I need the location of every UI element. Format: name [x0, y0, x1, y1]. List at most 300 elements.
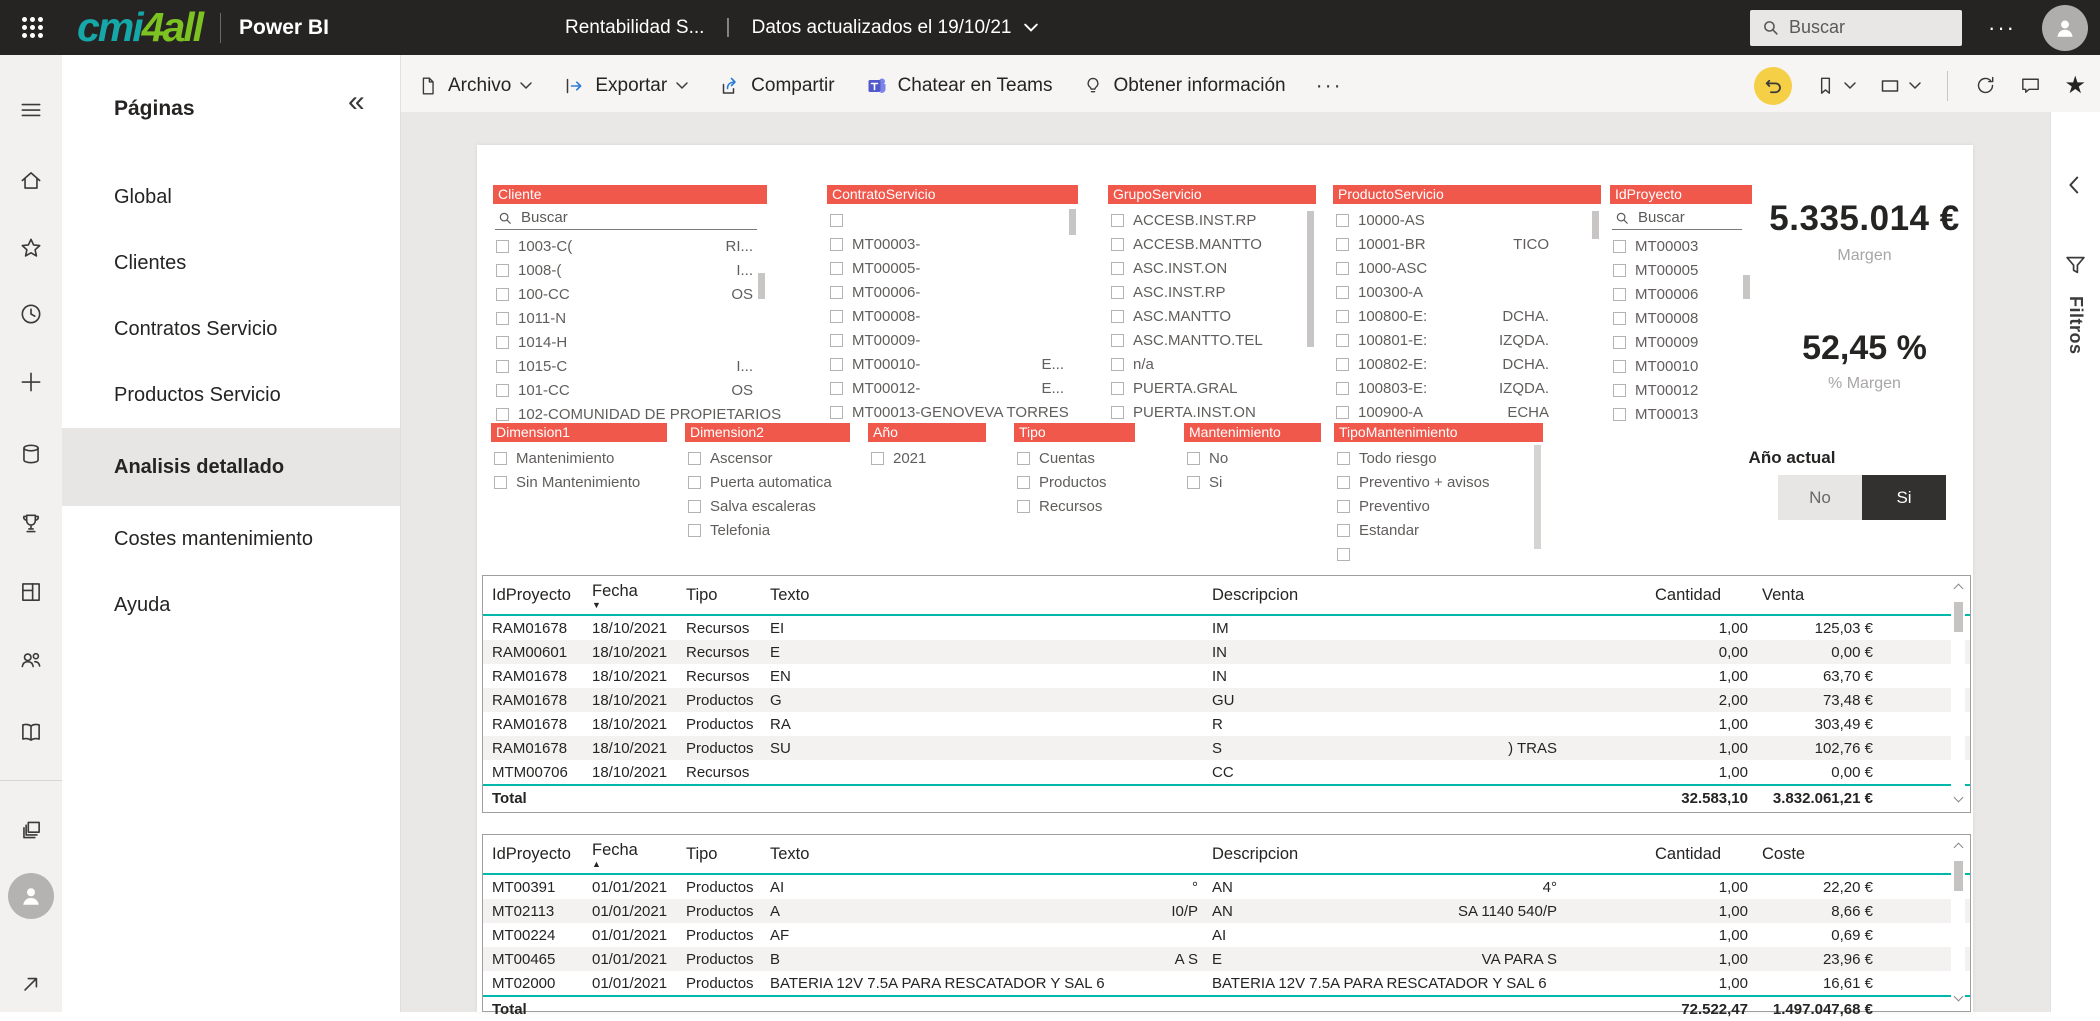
col-idproyecto[interactable]: IdProyecto — [492, 585, 571, 604]
sidebar-item-ayuda[interactable]: Ayuda — [114, 593, 171, 616]
cell-idproyecto: MTM00706 — [492, 763, 568, 781]
slicer-option[interactable] — [1333, 352, 1601, 376]
cell-idproyecto: MT02000 — [492, 974, 556, 992]
datasets-icon[interactable] — [18, 441, 44, 467]
slicer-option[interactable] — [1334, 494, 1543, 518]
slicer-option[interactable] — [1334, 446, 1543, 470]
cell-importe: 102,76 € — [1814, 739, 1873, 757]
checkbox-icon[interactable] — [1111, 382, 1124, 395]
checkbox-icon[interactable] — [1111, 286, 1124, 299]
col-idproyecto[interactable]: IdProyecto — [492, 844, 571, 863]
total-importe: 3.832.061,21 € — [1772, 789, 1873, 807]
slicer-option[interactable] — [1333, 208, 1601, 232]
option-label: 10000-AS — [1358, 211, 1425, 229]
checkbox-icon[interactable] — [1187, 476, 1200, 489]
slicer-title[interactable]: IdProyecto — [1610, 185, 1752, 204]
option-label: Puerta automatica — [710, 473, 832, 491]
total-label: Total — [492, 789, 527, 807]
checkbox-icon[interactable] — [1336, 286, 1349, 299]
table-row — [483, 664, 1970, 688]
checkbox-icon[interactable] — [1336, 238, 1349, 251]
slicer-option[interactable] — [1108, 352, 1316, 376]
checkbox-icon[interactable] — [688, 452, 701, 465]
slicer-option[interactable] — [1014, 494, 1135, 518]
filters-panel-collapsed — [2050, 112, 2100, 1012]
cell-tipo: Recursos — [686, 619, 750, 637]
table-row — [483, 947, 1970, 971]
slicer-option[interactable] — [1334, 518, 1543, 542]
sort-asc-icon: ▲ — [592, 858, 601, 869]
cell-importe: 0,00 € — [1831, 643, 1873, 661]
person-icon — [2051, 14, 2079, 42]
checkbox-icon[interactable] — [688, 524, 701, 537]
report-title-bar — [565, 0, 1038, 55]
scroll-down-icon[interactable] — [1953, 992, 1963, 1002]
slicer-option[interactable] — [685, 470, 850, 494]
sidebar-item-productos-servicio[interactable]: Productos Servicio — [114, 383, 281, 406]
checkbox-icon[interactable] — [688, 500, 701, 513]
option-label-end: E... — [1041, 355, 1064, 373]
table-costes — [482, 834, 1971, 1018]
checkbox-icon[interactable] — [1111, 310, 1124, 323]
checkbox-icon[interactable] — [1111, 358, 1124, 371]
slicer-option[interactable] — [1610, 330, 1752, 354]
account-avatar[interactable] — [2042, 5, 2088, 51]
checkbox-icon[interactable] — [830, 238, 843, 251]
option-label: Preventivo + avisos — [1359, 473, 1490, 491]
slicer-dimension1 — [491, 423, 667, 553]
divider: | — [725, 16, 731, 38]
favorite-star-icon[interactable]: ★ — [2064, 71, 2086, 99]
slicer-option[interactable] — [1108, 328, 1316, 352]
filters-label: Filtros — [2066, 296, 2086, 355]
slicer-title[interactable]: ContratoServicio — [827, 185, 1078, 204]
slicer-title[interactable]: Tipo — [1014, 423, 1135, 442]
slicer-option[interactable] — [827, 208, 1078, 232]
table-row — [483, 736, 1970, 760]
col-fecha-sorted[interactable]: Fecha ▲ — [592, 840, 638, 869]
cell-texto: AF — [770, 926, 790, 944]
checkbox-icon[interactable] — [494, 452, 507, 465]
option-label: Salva escaleras — [710, 497, 816, 515]
view-rectangle-icon — [1878, 74, 1902, 98]
slicer-option[interactable] — [1108, 208, 1316, 232]
bookmarks-button[interactable] — [1814, 74, 1856, 97]
slicer-option[interactable] — [1333, 328, 1601, 352]
checkbox-icon[interactable] — [1336, 406, 1349, 419]
favorites-star-icon[interactable] — [18, 235, 44, 261]
slicer-option[interactable] — [685, 446, 850, 470]
slicer-search-input[interactable] — [1612, 206, 1742, 230]
cell-fecha: 01/01/2021 — [592, 902, 668, 920]
slicer-tipo — [1014, 423, 1135, 553]
toggle-option-si[interactable]: Si — [1862, 475, 1946, 520]
checkbox-icon[interactable] — [1613, 312, 1626, 325]
option-label: ACCESB.INST.RP — [1133, 211, 1257, 229]
scroll-up-icon[interactable] — [1953, 584, 1963, 594]
checkbox-icon[interactable] — [1111, 238, 1124, 251]
recent-clock-icon[interactable] — [18, 301, 44, 327]
option-label: MT00003 — [1635, 237, 1699, 255]
refresh-button[interactable] — [1974, 74, 1997, 97]
sidebar-item-analisis-detallado[interactable]: Analisis detallado — [62, 428, 400, 506]
slicer-title[interactable]: Dimension1 — [491, 423, 667, 442]
slicer-option[interactable] — [1334, 470, 1543, 494]
option-label: MT00005 — [1635, 261, 1699, 279]
checkbox-icon[interactable] — [496, 336, 509, 349]
option-label-end: I... — [736, 357, 753, 375]
checkbox-icon[interactable] — [496, 384, 509, 397]
checkbox-icon[interactable] — [1336, 334, 1349, 347]
checkbox-icon[interactable] — [830, 406, 843, 419]
slicer-option[interactable] — [1014, 470, 1135, 494]
total-cantidad: 32.583,10 — [1681, 789, 1748, 807]
checkbox-icon[interactable] — [871, 452, 884, 465]
cell-cantidad: 1,00 — [1718, 739, 1748, 757]
exportar-menu[interactable] — [562, 74, 688, 98]
checkbox-icon[interactable] — [1111, 262, 1124, 275]
slicer-option[interactable] — [1333, 232, 1601, 256]
checkbox-icon[interactable] — [496, 288, 509, 301]
comments-button[interactable] — [2019, 74, 2042, 97]
cell-tipo: Productos — [686, 974, 754, 992]
shared-people-icon[interactable] — [18, 647, 44, 673]
checkbox-icon[interactable] — [1187, 452, 1200, 465]
slicer-option[interactable] — [827, 256, 1078, 280]
slicer-option[interactable] — [493, 330, 767, 354]
slicer-option[interactable] — [493, 234, 767, 258]
slicer-option[interactable] — [493, 282, 767, 306]
compartir-label: Compartir — [751, 74, 835, 96]
slicer-option[interactable] — [685, 518, 850, 542]
table-header-row — [483, 835, 1970, 875]
cell-cantidad: 1,00 — [1718, 715, 1748, 733]
sidebar-item-costes-mantenimiento[interactable]: Costes mantenimiento — [114, 527, 313, 550]
report-title[interactable]: Rentabilidad S... — [565, 16, 705, 38]
table-scrollbar[interactable] — [1951, 580, 1965, 808]
slicer-title[interactable]: Mantenimiento — [1184, 423, 1321, 442]
checkbox-icon[interactable] — [1336, 214, 1349, 227]
sidebar-item-clientes[interactable]: Clientes — [114, 251, 187, 274]
option-label: 100802-E: — [1358, 355, 1428, 373]
search-placeholder: Buscar — [1638, 209, 1685, 226]
col-importe[interactable]: Venta — [1762, 585, 1805, 604]
option-label: PUERTA.GRAL — [1133, 379, 1238, 397]
checkbox-icon[interactable] — [1613, 384, 1626, 397]
slicer-option[interactable] — [493, 306, 767, 330]
checkbox-icon[interactable] — [1017, 500, 1030, 513]
archivo-menu[interactable] — [417, 75, 532, 97]
cell-tipo: Productos — [686, 926, 754, 944]
scrollbar-thumb[interactable] — [1743, 275, 1750, 299]
checkbox-icon[interactable] — [1613, 264, 1626, 277]
slicer-options — [1333, 208, 1601, 424]
logo-part-green: 4all — [141, 4, 203, 50]
slicer-option[interactable] — [827, 328, 1078, 352]
sidebar-item-global[interactable]: Global — [114, 185, 172, 208]
scrollbar-thumb[interactable] — [1069, 209, 1076, 235]
slicer-options — [827, 208, 1078, 424]
slicer-option[interactable] — [1333, 376, 1601, 400]
checkbox-icon[interactable] — [496, 264, 509, 277]
slicer-title[interactable]: Año — [868, 423, 986, 442]
slicer-ano — [868, 423, 986, 553]
option-label: MT00003- — [852, 235, 921, 253]
slicer-option[interactable] — [827, 376, 1078, 400]
checkbox-icon[interactable] — [1613, 336, 1626, 349]
checkbox-icon[interactable] — [1337, 524, 1350, 537]
cell-idproyecto: MT00224 — [492, 926, 556, 944]
option-label: 100801-E: — [1358, 331, 1428, 349]
slicer-option[interactable] — [493, 258, 767, 282]
slicer-option[interactable] — [685, 494, 850, 518]
get-insights-button[interactable] — [1082, 75, 1285, 97]
expand-filters-chevron[interactable] — [2067, 175, 2080, 195]
slicer-gruposervicio — [1108, 185, 1316, 421]
checkbox-icon[interactable] — [1336, 358, 1349, 371]
option-label: Recursos — [1039, 497, 1103, 515]
goals-trophy-icon[interactable] — [18, 511, 44, 537]
data-updated-label[interactable]: Datos actualizados el 19/10/21 — [751, 16, 1012, 38]
checkbox-icon[interactable] — [496, 408, 509, 421]
cell-descripcion: CC — [1212, 763, 1234, 781]
slicer-option[interactable] — [1610, 282, 1752, 306]
checkbox-icon[interactable] — [496, 312, 509, 325]
ano-actual-toggle — [1778, 475, 1946, 520]
checkbox-icon[interactable] — [830, 286, 843, 299]
table-header-row — [483, 576, 1970, 616]
create-plus-icon[interactable] — [18, 369, 44, 395]
slicer-title[interactable]: ProductoServicio — [1333, 185, 1601, 204]
hamburger-menu-icon[interactable] — [18, 97, 44, 123]
rail-profile-avatar[interactable] — [8, 873, 54, 919]
scrollbar-thumb[interactable] — [1954, 602, 1963, 632]
cell-fecha: 18/10/2021 — [592, 763, 668, 781]
slicer-option[interactable] — [1333, 304, 1601, 328]
option-label: Telefonia — [710, 521, 771, 539]
slicer-option[interactable] — [1610, 258, 1752, 282]
more-options-button[interactable]: ··· — [1988, 14, 2016, 40]
checkbox-icon[interactable] — [1111, 334, 1124, 347]
slicer-option[interactable] — [1333, 280, 1601, 304]
col-cantidad[interactable]: Cantidad — [1655, 844, 1722, 863]
slicer-contratoservicio — [827, 185, 1078, 421]
checkbox-icon[interactable] — [1336, 310, 1349, 323]
option-label-end: OS — [731, 381, 753, 399]
filter-funnel-icon[interactable] — [2062, 252, 2089, 279]
cell-cantidad: 2,00 — [1718, 691, 1748, 709]
chevron-down-icon[interactable] — [1024, 23, 1038, 32]
chevron-down-icon — [1909, 82, 1921, 89]
cell-importe: 63,70 € — [1822, 667, 1873, 685]
table-total-row — [483, 784, 1970, 810]
checkbox-icon[interactable] — [1336, 262, 1349, 275]
scroll-up-icon[interactable] — [1953, 843, 1963, 853]
col-cantidad[interactable]: Cantidad — [1655, 585, 1722, 604]
slicer-option[interactable] — [1108, 280, 1316, 304]
slicer-option[interactable] — [493, 378, 767, 402]
option-label: Productos — [1039, 473, 1107, 491]
global-search-input[interactable] — [1750, 10, 1962, 46]
col-importe[interactable]: Coste — [1762, 844, 1806, 863]
scroll-down-icon[interactable] — [1953, 793, 1963, 803]
waffle-menu-icon[interactable] — [22, 17, 43, 38]
col-fecha-sorted[interactable]: Fecha ▼ — [592, 581, 638, 610]
slicer-option[interactable] — [1108, 304, 1316, 328]
col-descripcion[interactable]: Descripcion — [1212, 585, 1299, 604]
col-texto[interactable]: Texto — [770, 585, 810, 604]
slicer-option[interactable] — [1610, 306, 1752, 330]
option-label: MT00006- — [852, 283, 921, 301]
scrollbar-thumb[interactable] — [1592, 211, 1599, 239]
checkbox-icon[interactable] — [830, 262, 843, 275]
slicer-options — [493, 234, 782, 426]
slicer-option[interactable] — [827, 304, 1078, 328]
slicer-option[interactable] — [1610, 402, 1752, 426]
checkbox-icon[interactable] — [1337, 452, 1350, 465]
checkbox-icon[interactable] — [496, 240, 509, 253]
slicer-option[interactable] — [1184, 470, 1321, 494]
col-tipo[interactable]: Tipo — [686, 585, 718, 604]
option-label: 100-CC — [518, 285, 570, 303]
slicer-option[interactable] — [1108, 400, 1316, 424]
col-tipo[interactable]: Tipo — [686, 844, 718, 863]
slicer-option[interactable] — [868, 446, 986, 470]
external-link-icon[interactable] — [18, 971, 44, 997]
option-label: MT00009 — [1635, 333, 1699, 351]
slicer-option[interactable] — [827, 280, 1078, 304]
checkbox-icon[interactable] — [830, 214, 843, 227]
toggle-option-no[interactable]: No — [1778, 475, 1862, 520]
checkbox-icon[interactable] — [830, 358, 843, 371]
compartir-button[interactable] — [718, 74, 834, 98]
slicer-option[interactable] — [827, 352, 1078, 376]
report-page — [477, 145, 1973, 1018]
toolbar-more-button[interactable]: ··· — [1315, 73, 1343, 97]
pages-sidebar — [62, 55, 400, 1012]
slicer-mantenimiento — [1184, 423, 1321, 553]
cell-cantidad: 1,00 — [1718, 950, 1748, 968]
slicer-title[interactable]: TipoMantenimiento — [1334, 423, 1543, 442]
slicer-option[interactable] — [1610, 378, 1752, 402]
checkbox-icon[interactable] — [1111, 406, 1124, 419]
slicer-title[interactable]: GrupoServicio — [1108, 185, 1316, 204]
table-scrollbar[interactable] — [1951, 839, 1965, 1007]
slicer-option[interactable] — [827, 232, 1078, 256]
col-texto[interactable]: Texto — [770, 844, 810, 863]
pct-margen-value: 52,45 % — [1802, 329, 1927, 367]
view-mode-button[interactable] — [1878, 74, 1921, 98]
option-label-end: TICO — [1513, 235, 1549, 253]
slicer-option[interactable] — [1108, 376, 1316, 400]
cell-tipo: Productos — [686, 715, 754, 733]
option-label: 101-CC — [518, 381, 570, 399]
checkbox-icon[interactable] — [496, 360, 509, 373]
checkbox-icon[interactable] — [1336, 382, 1349, 395]
reset-filters-button[interactable] — [1754, 67, 1792, 105]
checkbox-icon[interactable] — [1337, 548, 1350, 561]
slicer-option[interactable] — [1108, 256, 1316, 280]
slicer-option[interactable] — [1333, 400, 1601, 424]
learn-book-icon[interactable] — [18, 719, 44, 745]
cell-cantidad: 1,00 — [1718, 619, 1748, 637]
checkbox-icon[interactable] — [1613, 408, 1626, 421]
cell-importe: 22,20 € — [1822, 878, 1873, 896]
slicer-option[interactable] — [491, 446, 667, 470]
scrollbar-thumb[interactable] — [758, 273, 765, 299]
cell-fecha: 01/01/2021 — [592, 950, 668, 968]
margen-label: Margen — [1837, 247, 1892, 264]
checkbox-icon[interactable] — [688, 476, 701, 489]
slicer-option[interactable] — [1333, 256, 1601, 280]
slicer-option[interactable] — [827, 400, 1078, 424]
slicer-option[interactable] — [491, 470, 667, 494]
checkbox-icon[interactable] — [1613, 360, 1626, 373]
slicer-option[interactable] — [1610, 234, 1752, 258]
scrollbar-thumb[interactable] — [1307, 211, 1314, 347]
checkbox-icon[interactable] — [830, 382, 843, 395]
checkbox-icon[interactable] — [1017, 476, 1030, 489]
teams-chat-button[interactable] — [865, 74, 1053, 98]
slicer-title[interactable]: Cliente — [493, 185, 767, 204]
checkbox-icon[interactable] — [830, 334, 843, 347]
slicer-options — [685, 446, 850, 542]
apps-layout-icon[interactable] — [18, 579, 44, 605]
report-canvas — [400, 112, 2050, 1018]
option-label: MT00013-GENOVEVA TORRES — [852, 403, 1069, 421]
option-label: MT00006 — [1635, 285, 1699, 303]
slicer-option[interactable] — [1108, 232, 1316, 256]
cell-importe: 303,49 € — [1814, 715, 1873, 733]
checkbox-icon[interactable] — [494, 476, 507, 489]
cell-cantidad: 1,00 — [1718, 974, 1748, 992]
sidebar-item-contratos-servicio[interactable]: Contratos Servicio — [114, 317, 278, 340]
checkbox-icon[interactable] — [1613, 288, 1626, 301]
cell-descripcion: AN 4° — [1212, 878, 1557, 896]
col-descripcion[interactable]: Descripcion — [1212, 844, 1299, 863]
scrollbar-thumb[interactable] — [1954, 861, 1963, 891]
slicer-title[interactable]: Dimension2 — [685, 423, 850, 442]
slicer-option[interactable] — [493, 354, 767, 378]
checkbox-icon[interactable] — [1017, 452, 1030, 465]
slicer-option[interactable] — [1014, 446, 1135, 470]
cell-descripcion: BATERIA 12V 7.5A PARA RESCATADOR Y SAL 6 — [1212, 974, 1547, 992]
option-label: MT00012 — [1635, 381, 1699, 399]
slicer-option[interactable] — [1610, 354, 1752, 378]
option-label: MT00010 — [1635, 357, 1699, 375]
checkbox-icon[interactable] — [1337, 476, 1350, 489]
home-icon[interactable] — [18, 168, 44, 194]
checkbox-icon[interactable] — [830, 310, 843, 323]
workspaces-layers-icon[interactable] — [18, 817, 44, 843]
slicer-option[interactable] — [1334, 542, 1543, 566]
collapse-sidebar-button[interactable]: « — [348, 85, 365, 118]
cell-cantidad: 1,00 — [1718, 763, 1748, 781]
checkbox-icon[interactable] — [1613, 240, 1626, 253]
file-icon — [417, 75, 439, 97]
cell-idproyecto: MT02113 — [492, 902, 555, 920]
checkbox-icon[interactable] — [1337, 500, 1350, 513]
cell-importe: 8,66 € — [1831, 902, 1873, 920]
slicer-option[interactable] — [1184, 446, 1321, 470]
cell-tipo: Recursos — [686, 643, 750, 661]
cell-importe: 73,48 € — [1822, 691, 1873, 709]
slicer-productoservicio — [1333, 185, 1601, 421]
exportar-label: Exportar — [595, 74, 668, 96]
slicer-search-input[interactable] — [495, 206, 757, 230]
scrollbar-thumb[interactable] — [1534, 445, 1541, 549]
checkbox-icon[interactable] — [1111, 214, 1124, 227]
